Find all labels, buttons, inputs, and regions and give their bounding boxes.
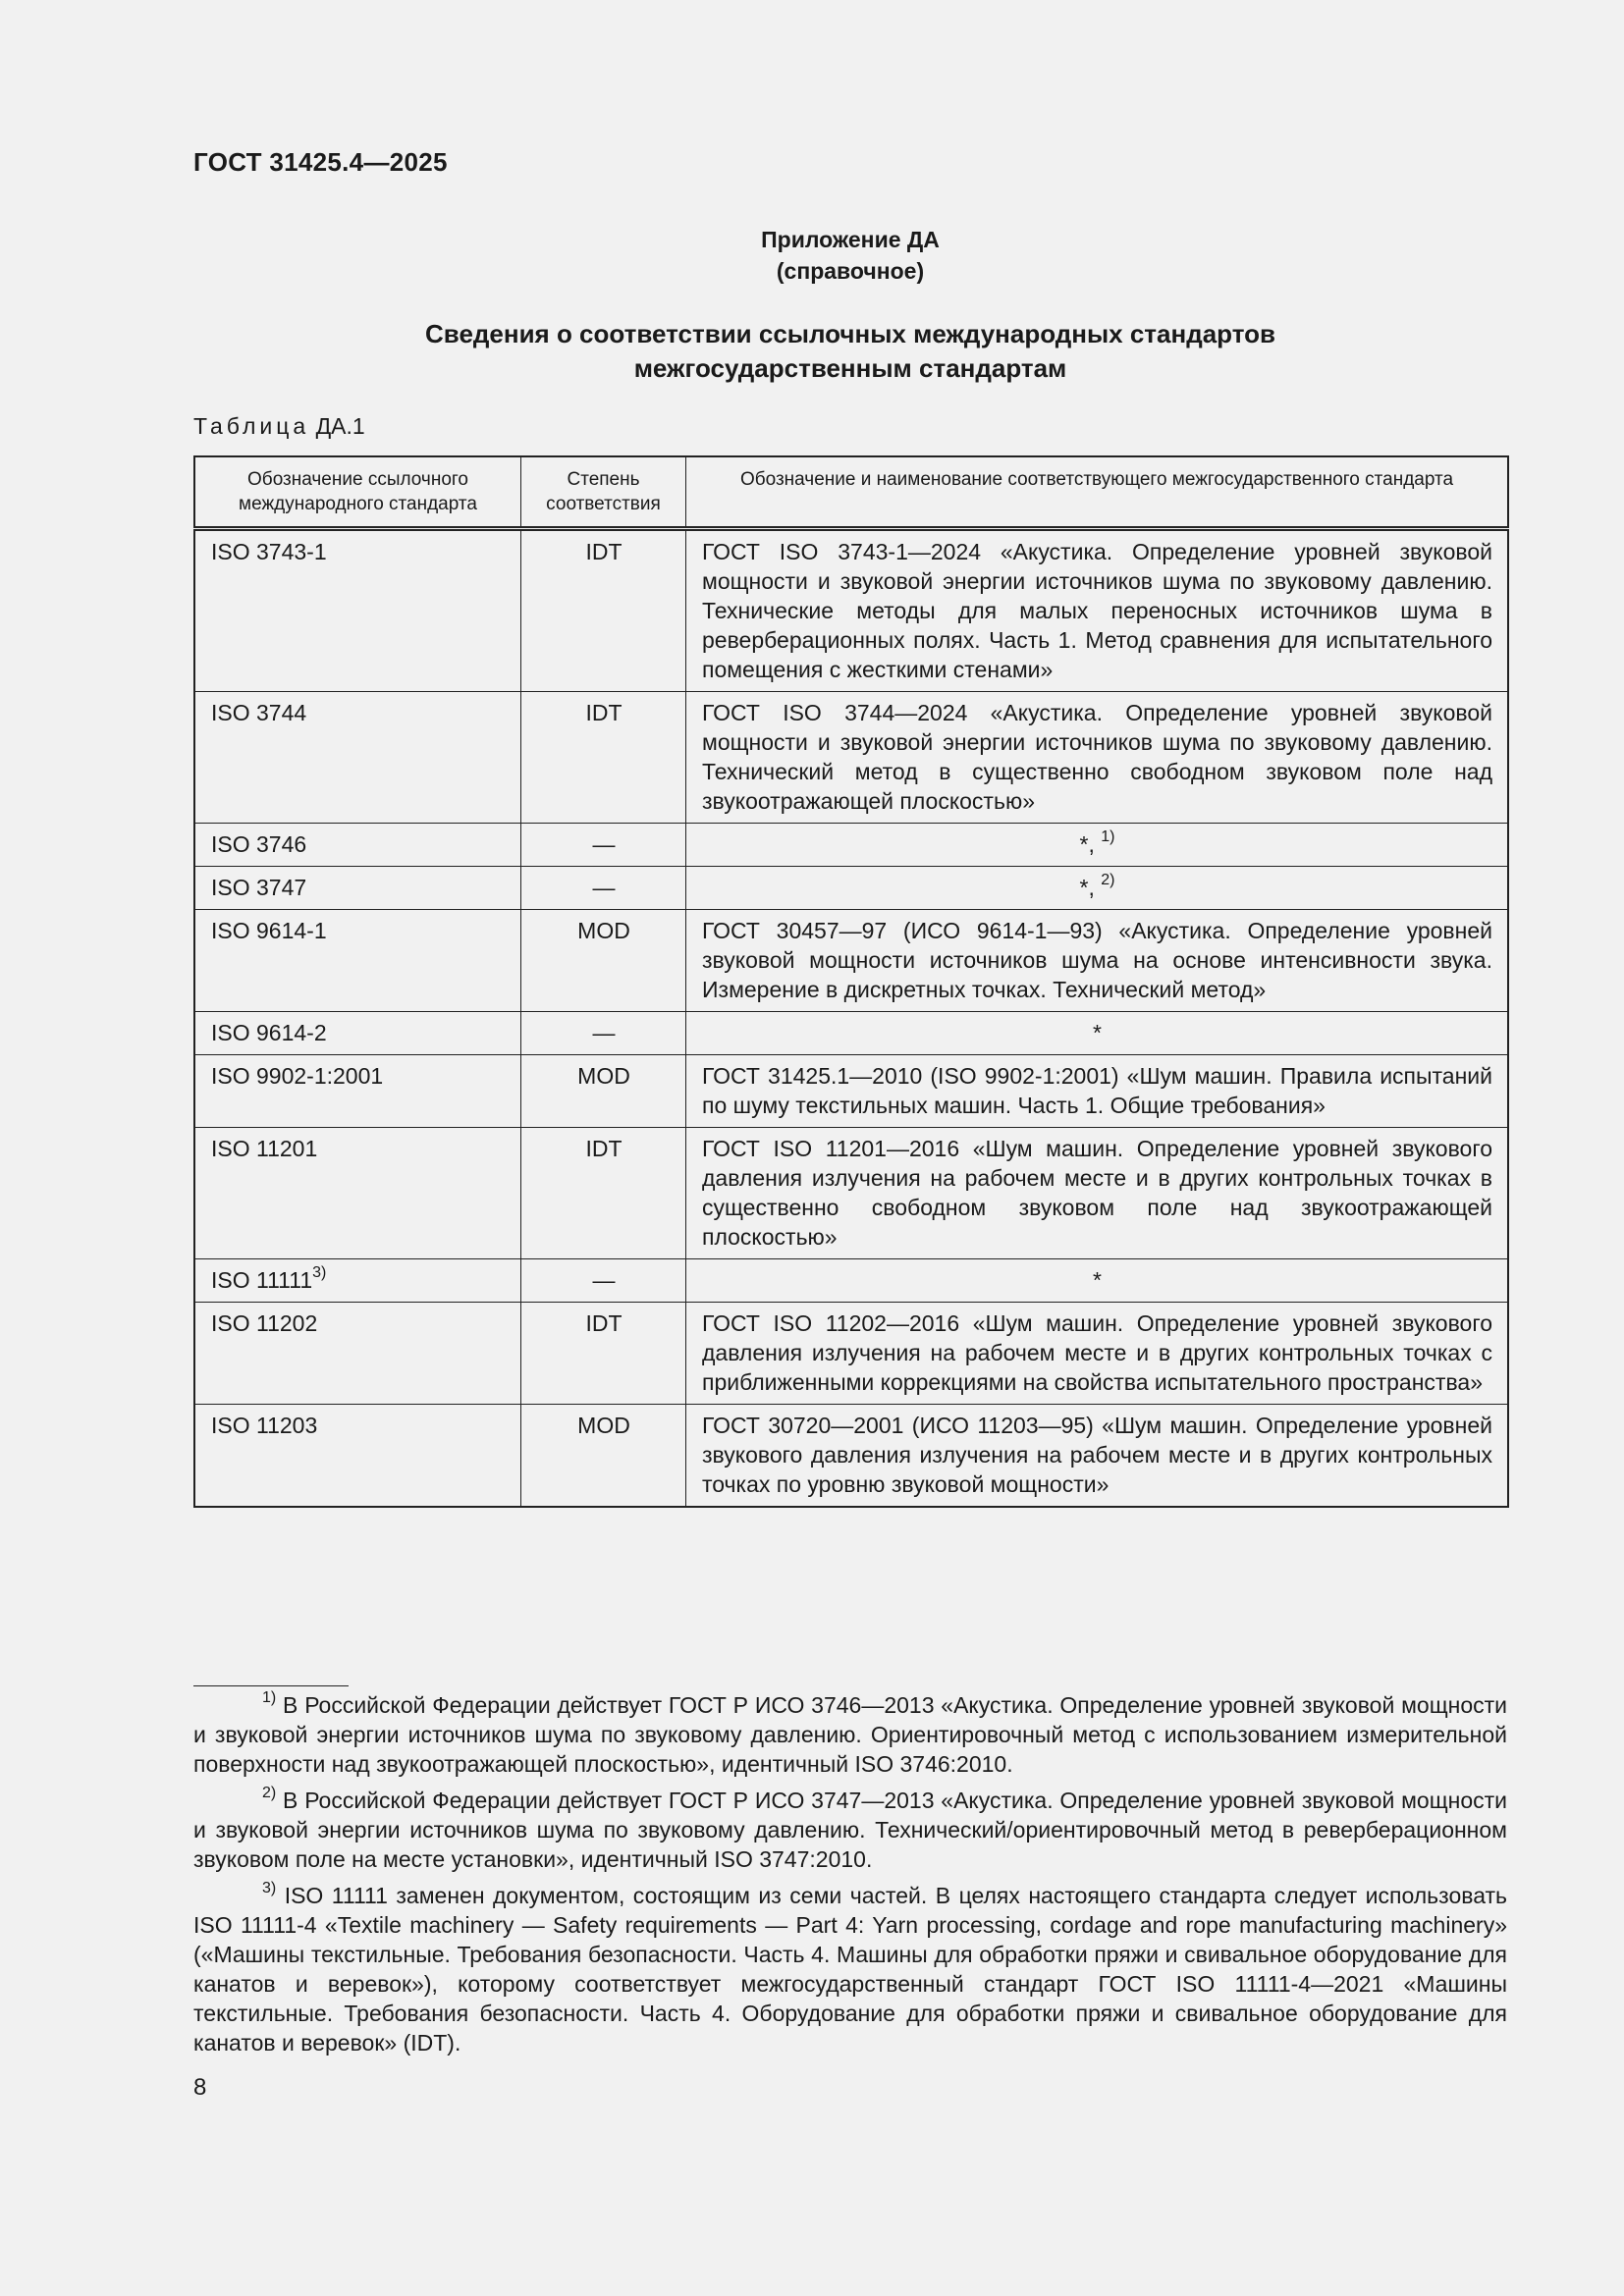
page-number: 8 [193, 2074, 207, 2101]
cell-interstate-standard [686, 910, 1509, 1012]
footnote-text: В Российской Федерации действует ГОСТ Р ИСО 3747—2013 «Акустика. Определение уровней звуковой мощности и звуковой энергии источников шума по звуковому давлению. Технический/ориентировочный метод в реверберационном звуковом поле на месте установки», идентичный ISO 3747:2010. [193, 1788, 1508, 1872]
reference-standard-text: ISO 11202 [211, 1310, 318, 1336]
cell-interstate-standard [686, 1259, 1509, 1303]
reference-standard-text: ISO 3743-1 [211, 539, 327, 564]
reference-standard-text: ISO 11111 [211, 1267, 313, 1293]
footnote-separator [193, 1685, 349, 1686]
reference-standard-text: ISO 3744 [211, 700, 307, 725]
cell-correspondence-degree: IDT [521, 1128, 686, 1259]
table-row [194, 867, 1508, 910]
cell-interstate-standard [686, 529, 1509, 692]
cell-reference-standard [194, 1012, 521, 1055]
interstate-standard-text: ГОСТ ISO 3744—2024 «Акустика. Определение уровней звуковой мощности и звуковой энергии источников шума по звуковому давлению. Технический метод в существенно свободном звуковом поле над звукоотражающей плоскостью» [702, 700, 1492, 814]
cell-reference-standard [194, 692, 521, 824]
cell-reference-standard [194, 1259, 521, 1303]
interstate-standard-text: *, [1079, 875, 1095, 900]
cell-correspondence-degree: — [521, 824, 686, 867]
section-heading-line-1: Сведения о соответствии ссылочных международных стандартов [425, 319, 1275, 348]
footnote-mark: 2) [262, 1785, 277, 1802]
table-row [194, 1405, 1508, 1508]
cell-reference-standard [194, 867, 521, 910]
table-row [194, 529, 1508, 692]
interstate-standard-text: ГОСТ 30720—2001 (ИСО 11203—95) «Шум машин. Определение уровней звукового давления излучения на рабочем месте и в других контрольных точках по уровню звуковой мощности» [702, 1413, 1492, 1497]
cell-reference-standard [194, 910, 521, 1012]
cell-correspondence-degree: IDT [521, 529, 686, 692]
reference-standard-text: ISO 11201 [211, 1136, 318, 1161]
cell-correspondence-degree: — [521, 1012, 686, 1055]
header-reference-standard: Обозначение ссылочного международного стандарта [194, 456, 521, 529]
reference-standard-text: ISO 3747 [211, 875, 307, 900]
table-caption-number: ДА.1 [315, 413, 365, 439]
cell-correspondence-degree: — [521, 867, 686, 910]
cell-interstate-standard [686, 692, 1509, 824]
reference-standard-text: ISO 9902-1:2001 [211, 1063, 384, 1089]
cell-interstate-standard [686, 867, 1509, 910]
table-row [194, 1128, 1508, 1259]
interstate-standard-text: * [1093, 1267, 1102, 1293]
cell-interstate-standard [686, 824, 1509, 867]
table-body [194, 529, 1508, 1508]
footnote-mark: 1) [262, 1689, 277, 1707]
cell-interstate-standard [686, 1128, 1509, 1259]
footnote-mark: 2) [1101, 872, 1115, 889]
cell-interstate-standard [686, 1012, 1509, 1055]
correspondence-table [193, 455, 1509, 1508]
section-heading [193, 317, 1507, 386]
footnote-mark: 3) [262, 1880, 277, 1897]
interstate-standard-text: ГОСТ 30457—97 (ИСО 9614-1—93) «Акустика. Определение уровней звуковой мощности источников шума на основе интенсивности звука. Измерение в дискретных точках. Технический метод» [702, 918, 1492, 1002]
annex-subtitle: (справочное) [776, 258, 925, 284]
interstate-standard-text: ГОСТ ISO 11202—2016 «Шум машин. Определение уровней звукового давления излучения на рабочем месте и в других контрольных точках с приближенными коррекциями на свойства испытательного пространства» [702, 1310, 1492, 1395]
footnote [193, 1786, 1507, 1874]
interstate-standard-text: * [1093, 1020, 1102, 1045]
reference-standard-text: ISO 9614-2 [211, 1020, 327, 1045]
cell-correspondence-degree: MOD [521, 1405, 686, 1508]
annex-title: Приложение ДА [761, 227, 940, 252]
cell-correspondence-degree: MOD [521, 1055, 686, 1128]
table-header-row [194, 456, 1508, 529]
footnote-mark: 1) [1101, 828, 1115, 846]
table-caption-label: Таблица [193, 413, 310, 439]
cell-interstate-standard [686, 1303, 1509, 1405]
cell-correspondence-degree: IDT [521, 692, 686, 824]
interstate-standard-text: *, [1079, 831, 1095, 857]
interstate-standard-text: ГОСТ ISO 11201—2016 «Шум машин. Определение уровней звукового давления излучения на рабочем месте и в других контрольных точках в существенно свободном звуковом поле над звукоотражающей плоскостью» [702, 1136, 1492, 1250]
footnote [193, 1881, 1507, 2057]
reference-standard-text: ISO 3746 [211, 831, 307, 857]
cell-interstate-standard [686, 1405, 1509, 1508]
footnote-text: ISO 11111 заменен документом, состоящим из семи частей. В целях настоящего стандарта следует использовать ISO 11111-4 «Textile machinery — Safety requirements — Part 4: Yarn processing, cordage and rope manufacturing machinery» («Машины текстильные. Требования безопасности. Часть 4. Машины для обработки пряжи и свивальное оборудование для канатов и веревок»), которому соответствует межгосударственный стандарт ГОСТ ISO 11111-4—2021 «Машины текстильные. Требования безопасности. Часть 4. Оборудование для обработки пряжи и свивальное оборудование для канатов и веревок» (IDT). [193, 1883, 1507, 2056]
table-caption [193, 413, 365, 440]
reference-standard-text: ISO 11203 [211, 1413, 318, 1438]
header-interstate-standard: Обозначение и наименование соответствующего межгосударственного стандарта [686, 456, 1509, 529]
cell-reference-standard [194, 1405, 521, 1508]
table-row [194, 1012, 1508, 1055]
table-row [194, 1303, 1508, 1405]
cell-reference-standard [194, 1128, 521, 1259]
cell-interstate-standard [686, 1055, 1509, 1128]
cell-reference-standard [194, 1303, 521, 1405]
table-row [194, 1055, 1508, 1128]
table-row [194, 824, 1508, 867]
footnote-text: В Российской Федерации действует ГОСТ Р ИСО 3746—2013 «Акустика. Определение уровней звуковой мощности и звуковой энергии источников шума по звуковому давлению. Ориентировочный метод с использованием измерительной поверхности над звукоотражающей плоскостью», идентичный ISO 3746:2010. [193, 1692, 1508, 1777]
footnote [193, 1690, 1507, 1779]
cell-correspondence-degree: IDT [521, 1303, 686, 1405]
header-correspondence-degree: Степень соответствия [521, 456, 686, 529]
table-row [194, 1259, 1508, 1303]
interstate-standard-text: ГОСТ ISO 3743-1—2024 «Акустика. Определение уровней звуковой мощности и звуковой энергии источников шума по звуковому давлению. Технические методы для малых переносных источников шума в реверберационных полях. Часть 1. Метод сравнения для испытательного помещения с жесткими стенами» [702, 539, 1492, 682]
cell-reference-standard [194, 1055, 521, 1128]
table-row [194, 910, 1508, 1012]
footnote-mark: 3) [312, 1264, 327, 1282]
cell-reference-standard [194, 824, 521, 867]
annex-title-block [193, 224, 1507, 287]
cell-reference-standard [194, 529, 521, 692]
cell-correspondence-degree: — [521, 1259, 686, 1303]
table-row [194, 692, 1508, 824]
section-heading-line-2: межгосударственным стандартам [633, 353, 1067, 383]
reference-standard-text: ISO 9614-1 [211, 918, 327, 943]
document-code: ГОСТ 31425.4—2025 [193, 147, 448, 177]
cell-correspondence-degree: MOD [521, 910, 686, 1012]
interstate-standard-text: ГОСТ 31425.1—2010 (ISO 9902-1:2001) «Шум машин. Правила испытаний по шуму текстильных машин. Часть 1. Общие требования» [702, 1063, 1492, 1118]
footnotes [193, 1690, 1507, 2064]
